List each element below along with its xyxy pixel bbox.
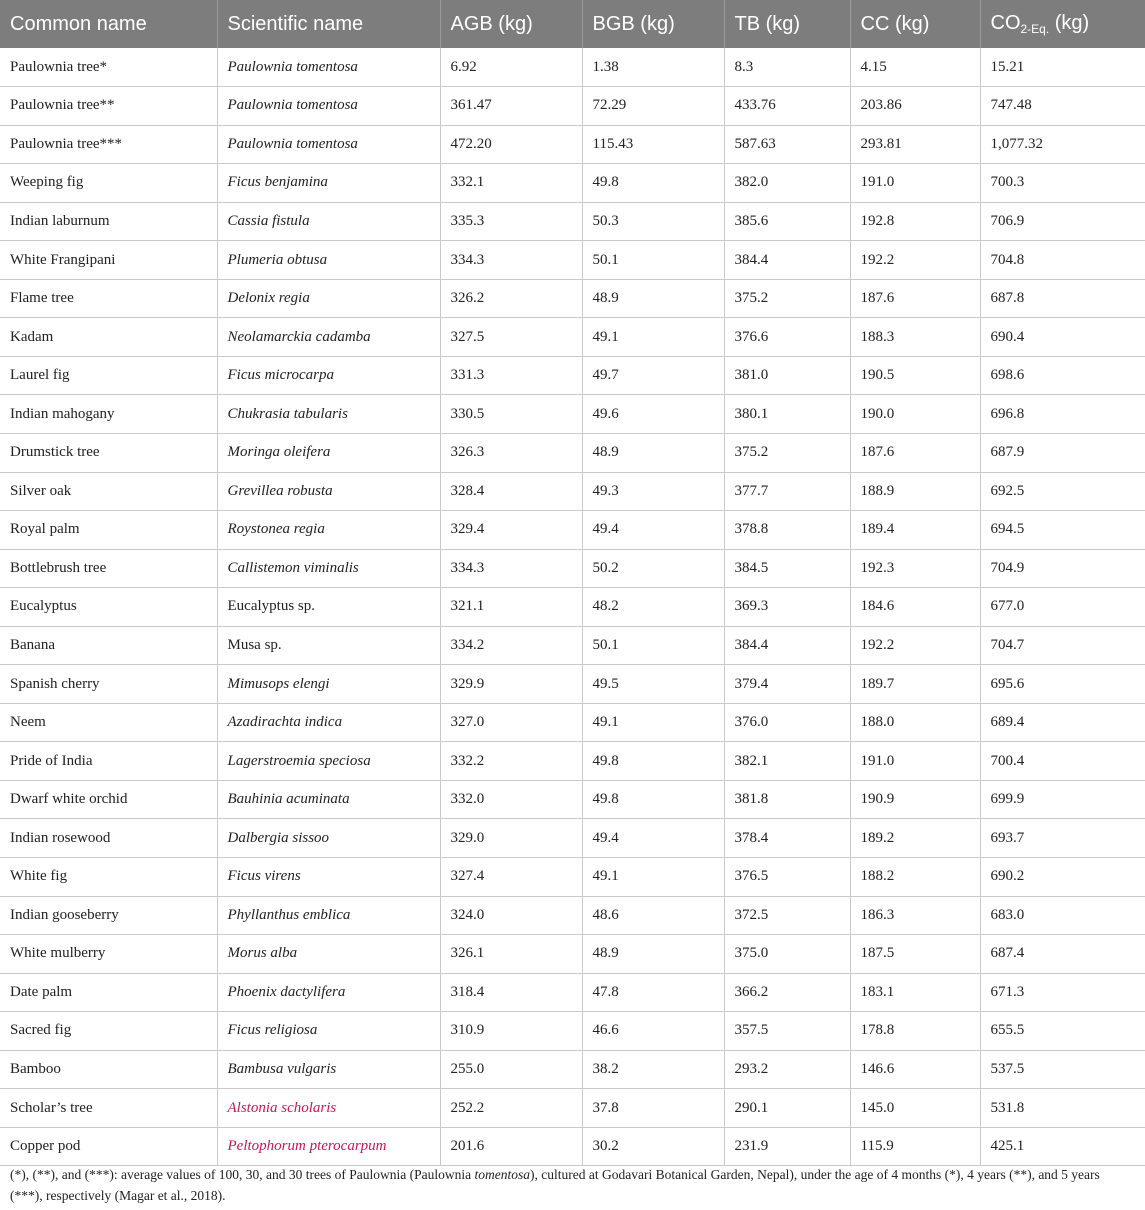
- table-row: [0, 819, 1145, 858]
- cell-common-name: White mulberry: [0, 935, 217, 974]
- cell-common-name: Indian laburnum: [0, 202, 217, 241]
- cell-scientific-name: Roystonea regia: [217, 511, 440, 550]
- cell-common-name: Laurel fig: [0, 356, 217, 395]
- cell-common-name: Bamboo: [0, 1050, 217, 1089]
- cell-agb: 332.1: [440, 164, 582, 203]
- cell-co2-eq: 687.4: [980, 935, 1145, 974]
- cell-tb: 376.0: [724, 703, 850, 742]
- cell-co2-eq: 699.9: [980, 780, 1145, 819]
- cell-agb: 332.2: [440, 742, 582, 781]
- cell-bgb: 49.6: [582, 395, 724, 434]
- cell-bgb: 49.8: [582, 164, 724, 203]
- cell-cc: 192.8: [850, 202, 980, 241]
- cell-agb: 334.2: [440, 626, 582, 665]
- table-row: [0, 318, 1145, 357]
- cell-agb: 334.3: [440, 241, 582, 280]
- cell-bgb: 115.43: [582, 125, 724, 164]
- cell-scientific-name: Delonix regia: [217, 279, 440, 318]
- cell-tb: 369.3: [724, 588, 850, 627]
- cell-bgb: 49.1: [582, 857, 724, 896]
- header-common-name: Common name: [0, 0, 217, 48]
- cell-common-name: White Frangipani: [0, 241, 217, 280]
- cell-scientific-name: Moringa oleifera: [217, 433, 440, 472]
- cell-bgb: 50.3: [582, 202, 724, 241]
- cell-co2-eq: 692.5: [980, 472, 1145, 511]
- cell-scientific-name: Ficus virens: [217, 857, 440, 896]
- cell-agb: 334.3: [440, 549, 582, 588]
- footnote-italic-text: tomentosa: [474, 1167, 530, 1182]
- table-row: [0, 241, 1145, 280]
- cell-co2-eq: 690.4: [980, 318, 1145, 357]
- cell-cc: 191.0: [850, 742, 980, 781]
- cell-common-name: Weeping fig: [0, 164, 217, 203]
- cell-common-name: Neem: [0, 703, 217, 742]
- header-co2-subscript: 2-Eq.: [1020, 22, 1050, 36]
- cell-co2-eq: 687.9: [980, 433, 1145, 472]
- cell-common-name: Indian gooseberry: [0, 896, 217, 935]
- cell-tb: 8.3: [724, 48, 850, 87]
- table-row: [0, 202, 1145, 241]
- cell-cc: 115.9: [850, 1127, 980, 1166]
- footnote-text-part2: ), cultured at Godavari Botanical Garden, Nepal), under the age of 4 months (*), 4 years (**), and 5 years (***), respectively (Magar et al., 2018).: [10, 1167, 1100, 1203]
- cell-common-name: Kadam: [0, 318, 217, 357]
- cell-scientific-name: Peltophorum pterocarpum: [217, 1127, 440, 1166]
- cell-scientific-name: Neolamarckia cadamba: [217, 318, 440, 357]
- cell-tb: 381.0: [724, 356, 850, 395]
- cell-bgb: 1.38: [582, 48, 724, 87]
- cell-bgb: 48.9: [582, 935, 724, 974]
- cell-common-name: Paulownia tree**: [0, 87, 217, 126]
- cell-scientific-name: Paulownia tomentosa: [217, 87, 440, 126]
- cell-cc: 187.6: [850, 279, 980, 318]
- cell-bgb: 49.4: [582, 511, 724, 550]
- cell-cc: 146.6: [850, 1050, 980, 1089]
- cell-scientific-name: Phyllanthus emblica: [217, 896, 440, 935]
- cell-bgb: 49.8: [582, 780, 724, 819]
- table-row: [0, 973, 1145, 1012]
- header-co2-unit: (kg): [1049, 12, 1090, 34]
- table-row: [0, 279, 1145, 318]
- cell-common-name: Indian mahogany: [0, 395, 217, 434]
- cell-co2-eq: 425.1: [980, 1127, 1145, 1166]
- cell-cc: 192.3: [850, 549, 980, 588]
- cell-tb: 379.4: [724, 665, 850, 704]
- cell-agb: 324.0: [440, 896, 582, 935]
- cell-cc: 190.0: [850, 395, 980, 434]
- table-row: [0, 935, 1145, 974]
- footnote-text-part1: (*), (**), and (***): average values of 100, 30, and 30 trees of Paulownia (Paulownia: [10, 1167, 475, 1182]
- cell-co2-eq: 700.4: [980, 742, 1145, 781]
- cell-common-name: Drumstick tree: [0, 433, 217, 472]
- cell-tb: 382.1: [724, 742, 850, 781]
- cell-bgb: 49.7: [582, 356, 724, 395]
- cell-cc: 190.9: [850, 780, 980, 819]
- cell-tb: 433.76: [724, 87, 850, 126]
- table-row: [0, 356, 1145, 395]
- table-row: [0, 164, 1145, 203]
- cell-cc: 203.86: [850, 87, 980, 126]
- cell-scientific-name: Alstonia scholaris: [217, 1089, 440, 1128]
- table-row: [0, 588, 1145, 627]
- cell-tb: 366.2: [724, 973, 850, 1012]
- header-scientific-name: Scientific name: [217, 0, 440, 48]
- cell-bgb: 49.4: [582, 819, 724, 858]
- cell-common-name: Flame tree: [0, 279, 217, 318]
- cell-tb: 375.2: [724, 433, 850, 472]
- cell-common-name: Sacred fig: [0, 1012, 217, 1051]
- cell-co2-eq: 704.9: [980, 549, 1145, 588]
- cell-co2-eq: 694.5: [980, 511, 1145, 550]
- cell-cc: 189.4: [850, 511, 980, 550]
- cell-cc: 189.2: [850, 819, 980, 858]
- cell-agb: 331.3: [440, 356, 582, 395]
- table-row: [0, 1089, 1145, 1128]
- cell-co2-eq: 531.8: [980, 1089, 1145, 1128]
- cell-scientific-name: Paulownia tomentosa: [217, 125, 440, 164]
- cell-tb: 587.63: [724, 125, 850, 164]
- cell-scientific-name: Ficus benjamina: [217, 164, 440, 203]
- cell-bgb: 30.2: [582, 1127, 724, 1166]
- cell-tb: 382.0: [724, 164, 850, 203]
- cell-bgb: 48.6: [582, 896, 724, 935]
- table-row: [0, 1127, 1145, 1166]
- cell-common-name: Bottlebrush tree: [0, 549, 217, 588]
- cell-co2-eq: 15.21: [980, 48, 1145, 87]
- header-row: [0, 0, 1145, 48]
- cell-cc: 184.6: [850, 588, 980, 627]
- cell-tb: 357.5: [724, 1012, 850, 1051]
- table-row: [0, 857, 1145, 896]
- cell-cc: 187.6: [850, 433, 980, 472]
- cell-cc: 188.9: [850, 472, 980, 511]
- cell-common-name: Banana: [0, 626, 217, 665]
- cell-co2-eq: 687.8: [980, 279, 1145, 318]
- cell-agb: 326.3: [440, 433, 582, 472]
- cell-cc: 145.0: [850, 1089, 980, 1128]
- cell-agb: 329.0: [440, 819, 582, 858]
- cell-co2-eq: 696.8: [980, 395, 1145, 434]
- cell-agb: 329.4: [440, 511, 582, 550]
- cell-common-name: Pride of India: [0, 742, 217, 781]
- cell-bgb: 72.29: [582, 87, 724, 126]
- cell-agb: 326.1: [440, 935, 582, 974]
- cell-co2-eq: 689.4: [980, 703, 1145, 742]
- cell-co2-eq: 695.6: [980, 665, 1145, 704]
- cell-common-name: White fig: [0, 857, 217, 896]
- table-body: [0, 48, 1145, 1166]
- table-row: [0, 703, 1145, 742]
- cell-tb: 376.5: [724, 857, 850, 896]
- table-row: [0, 1012, 1145, 1051]
- cell-tb: 380.1: [724, 395, 850, 434]
- cell-co2-eq: 706.9: [980, 202, 1145, 241]
- cell-tb: 376.6: [724, 318, 850, 357]
- cell-scientific-name: Grevillea robusta: [217, 472, 440, 511]
- cell-agb: 201.6: [440, 1127, 582, 1166]
- cell-bgb: 49.1: [582, 703, 724, 742]
- cell-cc: 178.8: [850, 1012, 980, 1051]
- cell-scientific-name: Callistemon viminalis: [217, 549, 440, 588]
- cell-agb: 326.2: [440, 279, 582, 318]
- cell-co2-eq: 747.48: [980, 87, 1145, 126]
- cell-common-name: Spanish cherry: [0, 665, 217, 704]
- cell-co2-eq: 671.3: [980, 973, 1145, 1012]
- cell-co2-eq: 693.7: [980, 819, 1145, 858]
- cell-agb: 335.3: [440, 202, 582, 241]
- cell-scientific-name: Phoenix dactylifera: [217, 973, 440, 1012]
- cell-scientific-name: Cassia fistula: [217, 202, 440, 241]
- cell-bgb: 49.1: [582, 318, 724, 357]
- cell-cc: 189.7: [850, 665, 980, 704]
- cell-tb: 384.5: [724, 549, 850, 588]
- cell-tb: 372.5: [724, 896, 850, 935]
- cell-bgb: 47.8: [582, 973, 724, 1012]
- cell-common-name: Silver oak: [0, 472, 217, 511]
- table-row: [0, 433, 1145, 472]
- cell-co2-eq: 704.8: [980, 241, 1145, 280]
- cell-scientific-name: Mimusops elengi: [217, 665, 440, 704]
- cell-common-name: Paulownia tree***: [0, 125, 217, 164]
- cell-tb: 375.2: [724, 279, 850, 318]
- cell-tb: 381.8: [724, 780, 850, 819]
- cell-scientific-name: Musa sp.: [217, 626, 440, 665]
- cell-cc: 183.1: [850, 973, 980, 1012]
- cell-bgb: 49.3: [582, 472, 724, 511]
- cell-cc: 188.2: [850, 857, 980, 896]
- cell-cc: 4.15: [850, 48, 980, 87]
- cell-cc: 192.2: [850, 626, 980, 665]
- table-header: [0, 0, 1145, 48]
- cell-tb: 378.8: [724, 511, 850, 550]
- cell-agb: 321.1: [440, 588, 582, 627]
- table-row: [0, 395, 1145, 434]
- cell-common-name: Royal palm: [0, 511, 217, 550]
- cell-scientific-name: Eucalyptus sp.: [217, 588, 440, 627]
- cell-bgb: 49.8: [582, 742, 724, 781]
- cell-scientific-name: Paulownia tomentosa: [217, 48, 440, 87]
- cell-agb: 318.4: [440, 973, 582, 1012]
- table-row: [0, 125, 1145, 164]
- cell-agb: 361.47: [440, 87, 582, 126]
- cell-agb: 332.0: [440, 780, 582, 819]
- cell-bgb: 48.9: [582, 433, 724, 472]
- cell-cc: 191.0: [850, 164, 980, 203]
- cell-scientific-name: Azadirachta indica: [217, 703, 440, 742]
- table-row: [0, 472, 1145, 511]
- cell-co2-eq: 700.3: [980, 164, 1145, 203]
- cell-bgb: 48.9: [582, 279, 724, 318]
- cell-common-name: Paulownia tree*: [0, 48, 217, 87]
- cell-tb: 384.4: [724, 626, 850, 665]
- cell-co2-eq: 677.0: [980, 588, 1145, 627]
- cell-agb: 327.4: [440, 857, 582, 896]
- table-footnote: [10, 1164, 1135, 1206]
- cell-bgb: 46.6: [582, 1012, 724, 1051]
- cell-cc: 188.3: [850, 318, 980, 357]
- table-row: [0, 665, 1145, 704]
- table-row: [0, 896, 1145, 935]
- cell-common-name: Copper pod: [0, 1127, 217, 1166]
- cell-cc: 187.5: [850, 935, 980, 974]
- cell-co2-eq: 698.6: [980, 356, 1145, 395]
- cell-scientific-name: Bambusa vulgaris: [217, 1050, 440, 1089]
- table-row: [0, 48, 1145, 87]
- cell-agb: 329.9: [440, 665, 582, 704]
- cell-agb: 330.5: [440, 395, 582, 434]
- header-tb: TB (kg): [724, 0, 850, 48]
- cell-cc: 293.81: [850, 125, 980, 164]
- cell-co2-eq: 704.7: [980, 626, 1145, 665]
- cell-tb: 384.4: [724, 241, 850, 280]
- header-bgb: BGB (kg): [582, 0, 724, 48]
- cell-agb: 327.5: [440, 318, 582, 357]
- cell-common-name: Date palm: [0, 973, 217, 1012]
- cell-scientific-name: Dalbergia sissoo: [217, 819, 440, 858]
- cell-cc: 190.5: [850, 356, 980, 395]
- table-row: [0, 742, 1145, 781]
- header-agb: AGB (kg): [440, 0, 582, 48]
- cell-common-name: Scholar’s tree: [0, 1089, 217, 1128]
- cell-scientific-name: Chukrasia tabularis: [217, 395, 440, 434]
- cell-agb: 252.2: [440, 1089, 582, 1128]
- cell-bgb: 50.1: [582, 241, 724, 280]
- cell-bgb: 48.2: [582, 588, 724, 627]
- cell-common-name: Eucalyptus: [0, 588, 217, 627]
- cell-bgb: 38.2: [582, 1050, 724, 1089]
- cell-common-name: Indian rosewood: [0, 819, 217, 858]
- header-cc: CC (kg): [850, 0, 980, 48]
- cell-co2-eq: 537.5: [980, 1050, 1145, 1089]
- cell-agb: 472.20: [440, 125, 582, 164]
- cell-tb: 378.4: [724, 819, 850, 858]
- cell-co2-eq: 655.5: [980, 1012, 1145, 1051]
- cell-scientific-name: Bauhinia acuminata: [217, 780, 440, 819]
- cell-scientific-name: Ficus microcarpa: [217, 356, 440, 395]
- cell-bgb: 37.8: [582, 1089, 724, 1128]
- cell-scientific-name: Lagerstroemia speciosa: [217, 742, 440, 781]
- cell-scientific-name: Plumeria obtusa: [217, 241, 440, 280]
- cell-co2-eq: 1,077.32: [980, 125, 1145, 164]
- cell-co2-eq: 683.0: [980, 896, 1145, 935]
- header-co2-main: CO: [990, 12, 1021, 34]
- cell-cc: 188.0: [850, 703, 980, 742]
- cell-scientific-name: Morus alba: [217, 935, 440, 974]
- cell-scientific-name: Ficus religiosa: [217, 1012, 440, 1051]
- cell-cc: 186.3: [850, 896, 980, 935]
- header-co2-eq: [980, 0, 1145, 48]
- cell-tb: 375.0: [724, 935, 850, 974]
- cell-tb: 377.7: [724, 472, 850, 511]
- table-row: [0, 1050, 1145, 1089]
- cell-agb: 327.0: [440, 703, 582, 742]
- cell-tb: 385.6: [724, 202, 850, 241]
- table-row: [0, 780, 1145, 819]
- table-row: [0, 626, 1145, 665]
- cell-bgb: 50.1: [582, 626, 724, 665]
- cell-tb: 290.1: [724, 1089, 850, 1128]
- cell-agb: 328.4: [440, 472, 582, 511]
- cell-agb: 6.92: [440, 48, 582, 87]
- cell-bgb: 49.5: [582, 665, 724, 704]
- cell-co2-eq: 690.2: [980, 857, 1145, 896]
- table-row: [0, 87, 1145, 126]
- cell-agb: 310.9: [440, 1012, 582, 1051]
- cell-agb: 255.0: [440, 1050, 582, 1089]
- cell-tb: 293.2: [724, 1050, 850, 1089]
- cell-bgb: 50.2: [582, 549, 724, 588]
- cell-tb: 231.9: [724, 1127, 850, 1166]
- cell-common-name: Dwarf white orchid: [0, 780, 217, 819]
- cell-cc: 192.2: [850, 241, 980, 280]
- table-row: [0, 549, 1145, 588]
- table-row: [0, 511, 1145, 550]
